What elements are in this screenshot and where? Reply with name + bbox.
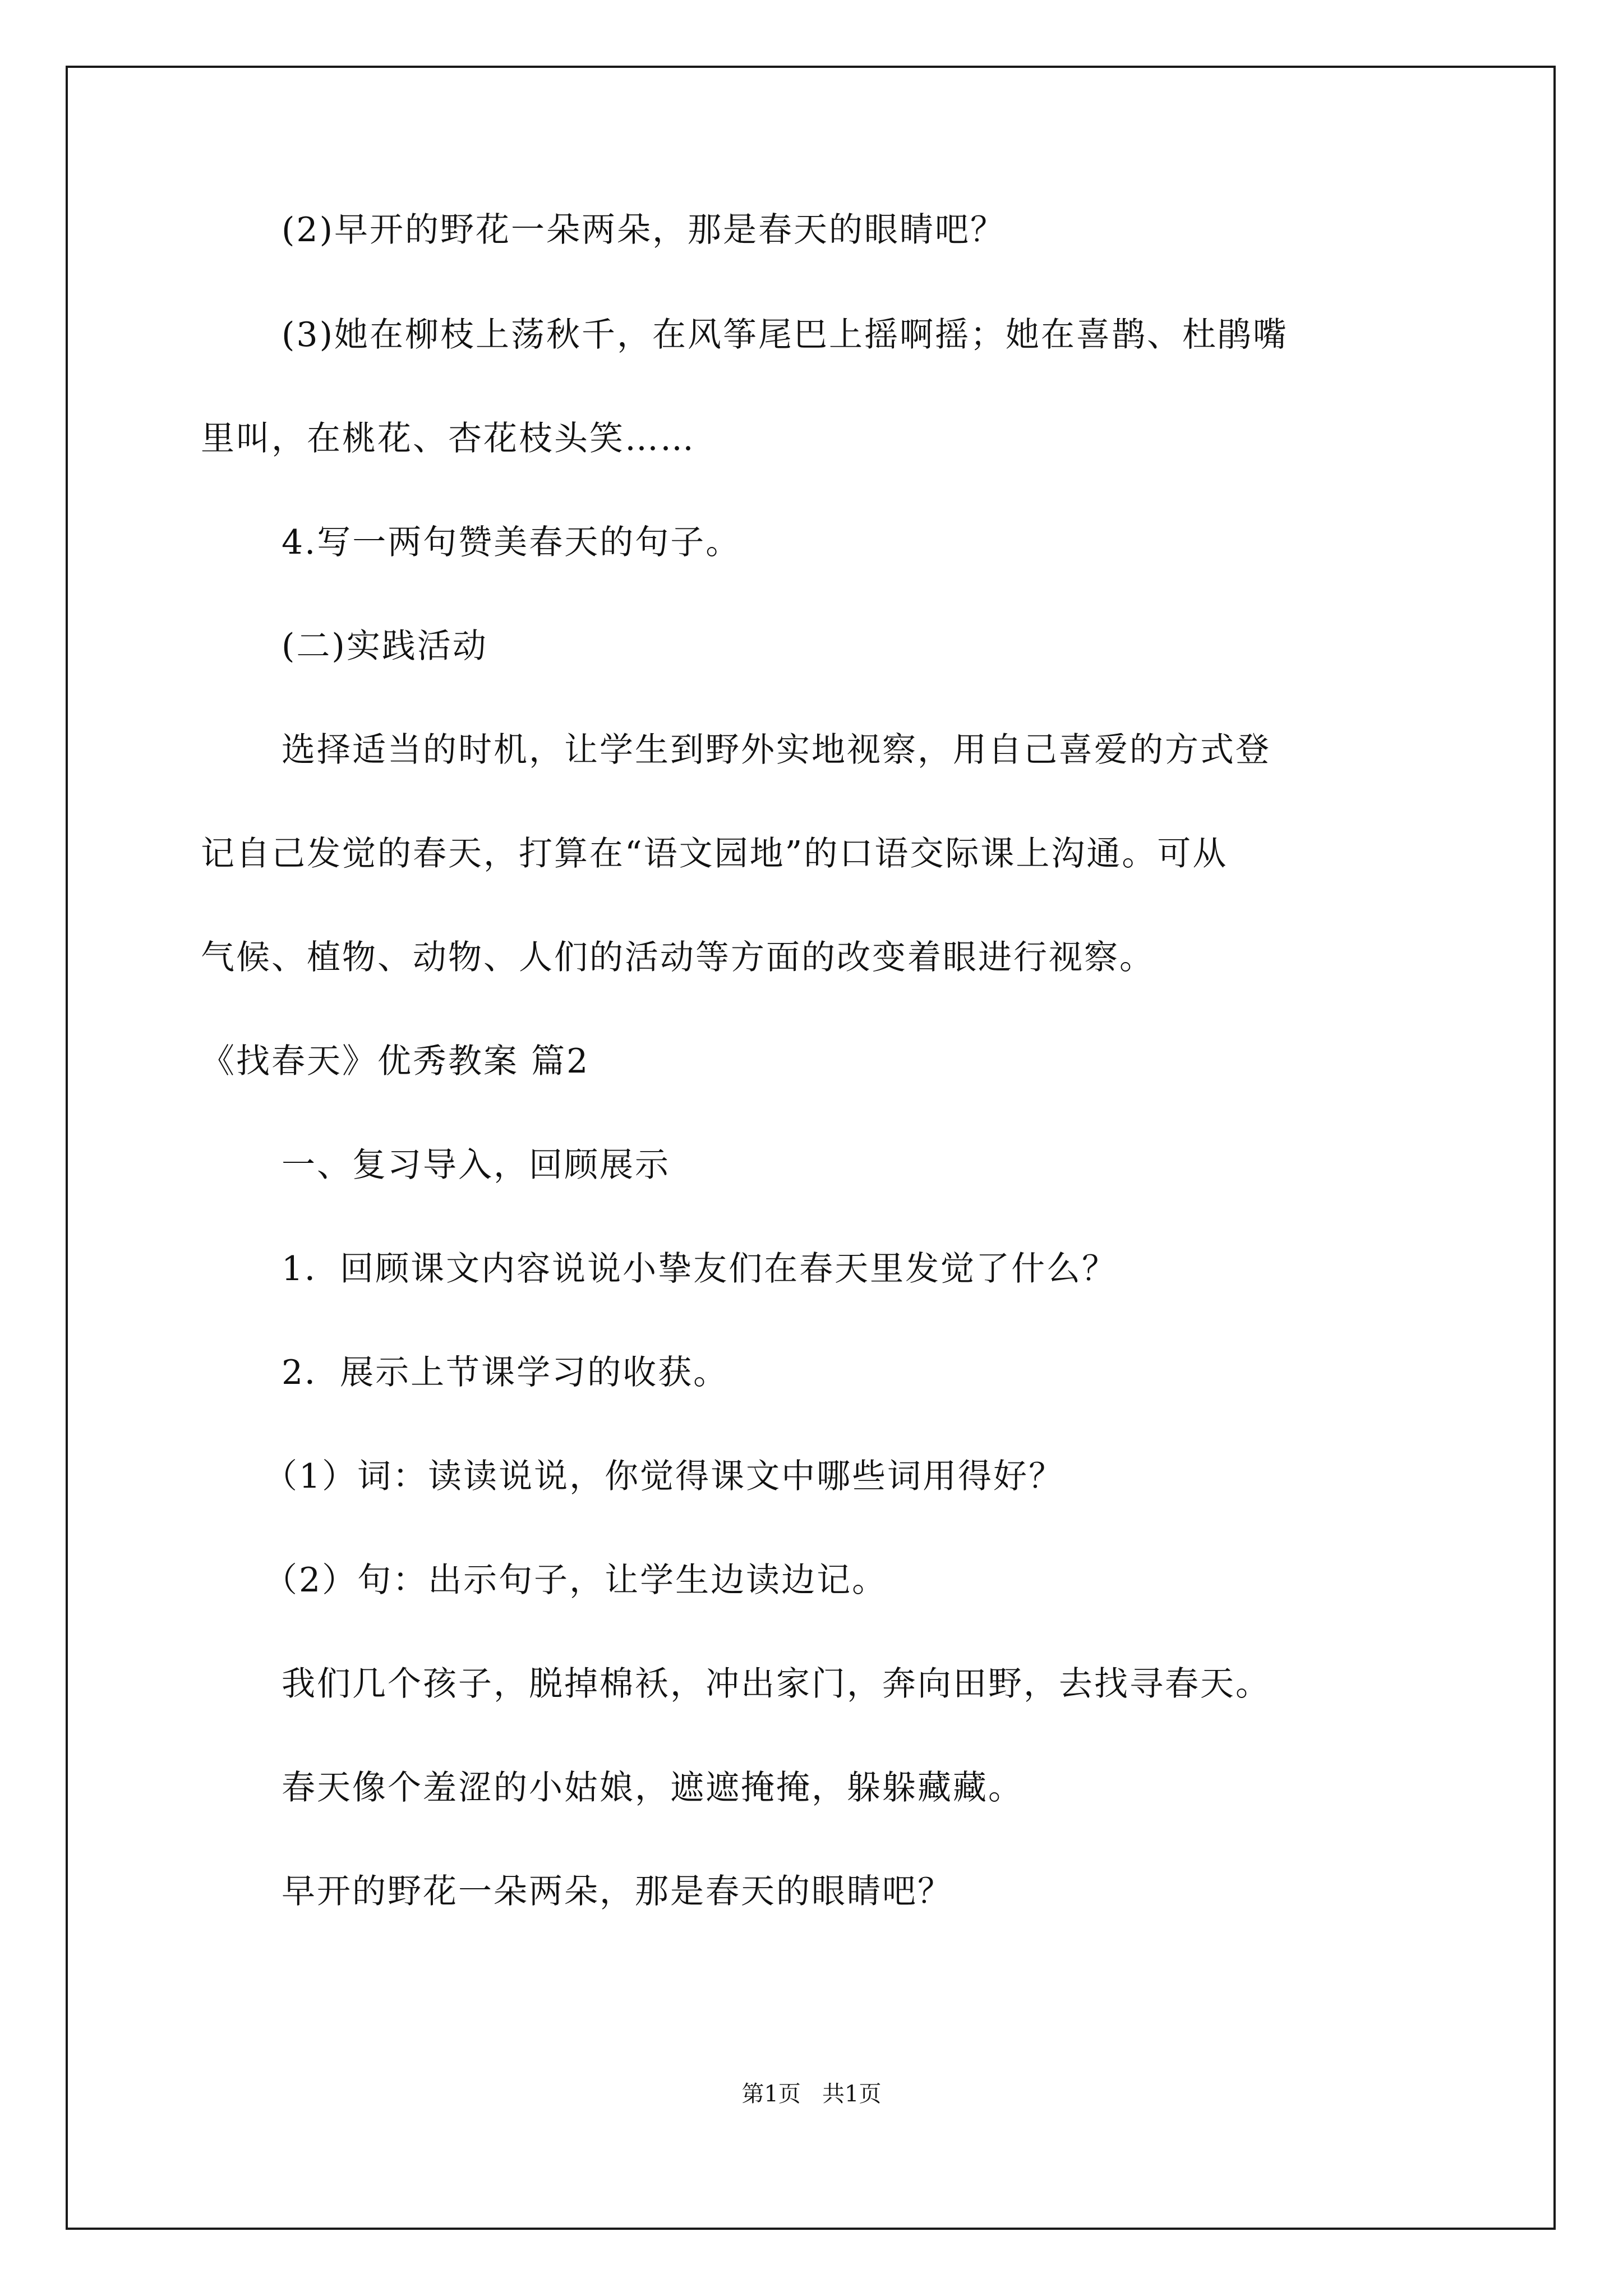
- page-footer: 第1页 共1页: [741, 2081, 882, 2107]
- text-line-13: （1）词：读读说说，你觉得课文中哪些词用得好？: [264, 1457, 1064, 1496]
- text-line-11: 1．回顾课文内容说说小挚友们在春天里发觉了什么？: [282, 1249, 1118, 1289]
- text-line-5: (二)实践活动: [282, 627, 488, 666]
- text-line-4: 4.写一两句赞美春天的句子。: [282, 523, 741, 562]
- text-line-1: (2)早开的野花一朵两朵，那是春天的眼睛吧？: [282, 210, 1006, 250]
- text-line-15: 我们几个孩子，脱掉棉袄，冲出家门，奔向田野，去找寻春天。: [282, 1664, 1271, 1704]
- text-line-17: 早开的野花一朵两朵，那是春天的眼睛吧？: [282, 1872, 953, 1911]
- text-line-16: 春天像个羞涩的小姑娘，遮遮掩掩，躲躲藏藏。: [282, 1768, 1023, 1807]
- text-line-7: 记自己发觉的春天，打算在“语文园地”的口语交际课上沟通。可从: [201, 834, 1228, 873]
- text-line-14: （2）句：出示句子，让学生边读边记。: [264, 1561, 888, 1600]
- text-line-3: 里叫，在桃花、杏花枝头笑……: [201, 419, 695, 458]
- text-line-2: (3)她在柳枝上荡秋千，在风筝尾巴上摇啊摇；她在喜鹊、杜鹃嘴: [282, 315, 1288, 355]
- text-line-10: 一、复习导入，回顾展示: [282, 1145, 670, 1185]
- text-line-6: 选择适当的时机，让学生到野外实地视察，用自己喜爱的方式登: [282, 730, 1271, 770]
- section-heading: 《找春天》优秀教案 篇2: [201, 1042, 590, 1081]
- text-line-8: 气候、植物、动物、人们的活动等方面的改变着眼进行视察。: [201, 938, 1155, 977]
- text-line-12: 2．展示上节课学习的收获。: [282, 1353, 729, 1392]
